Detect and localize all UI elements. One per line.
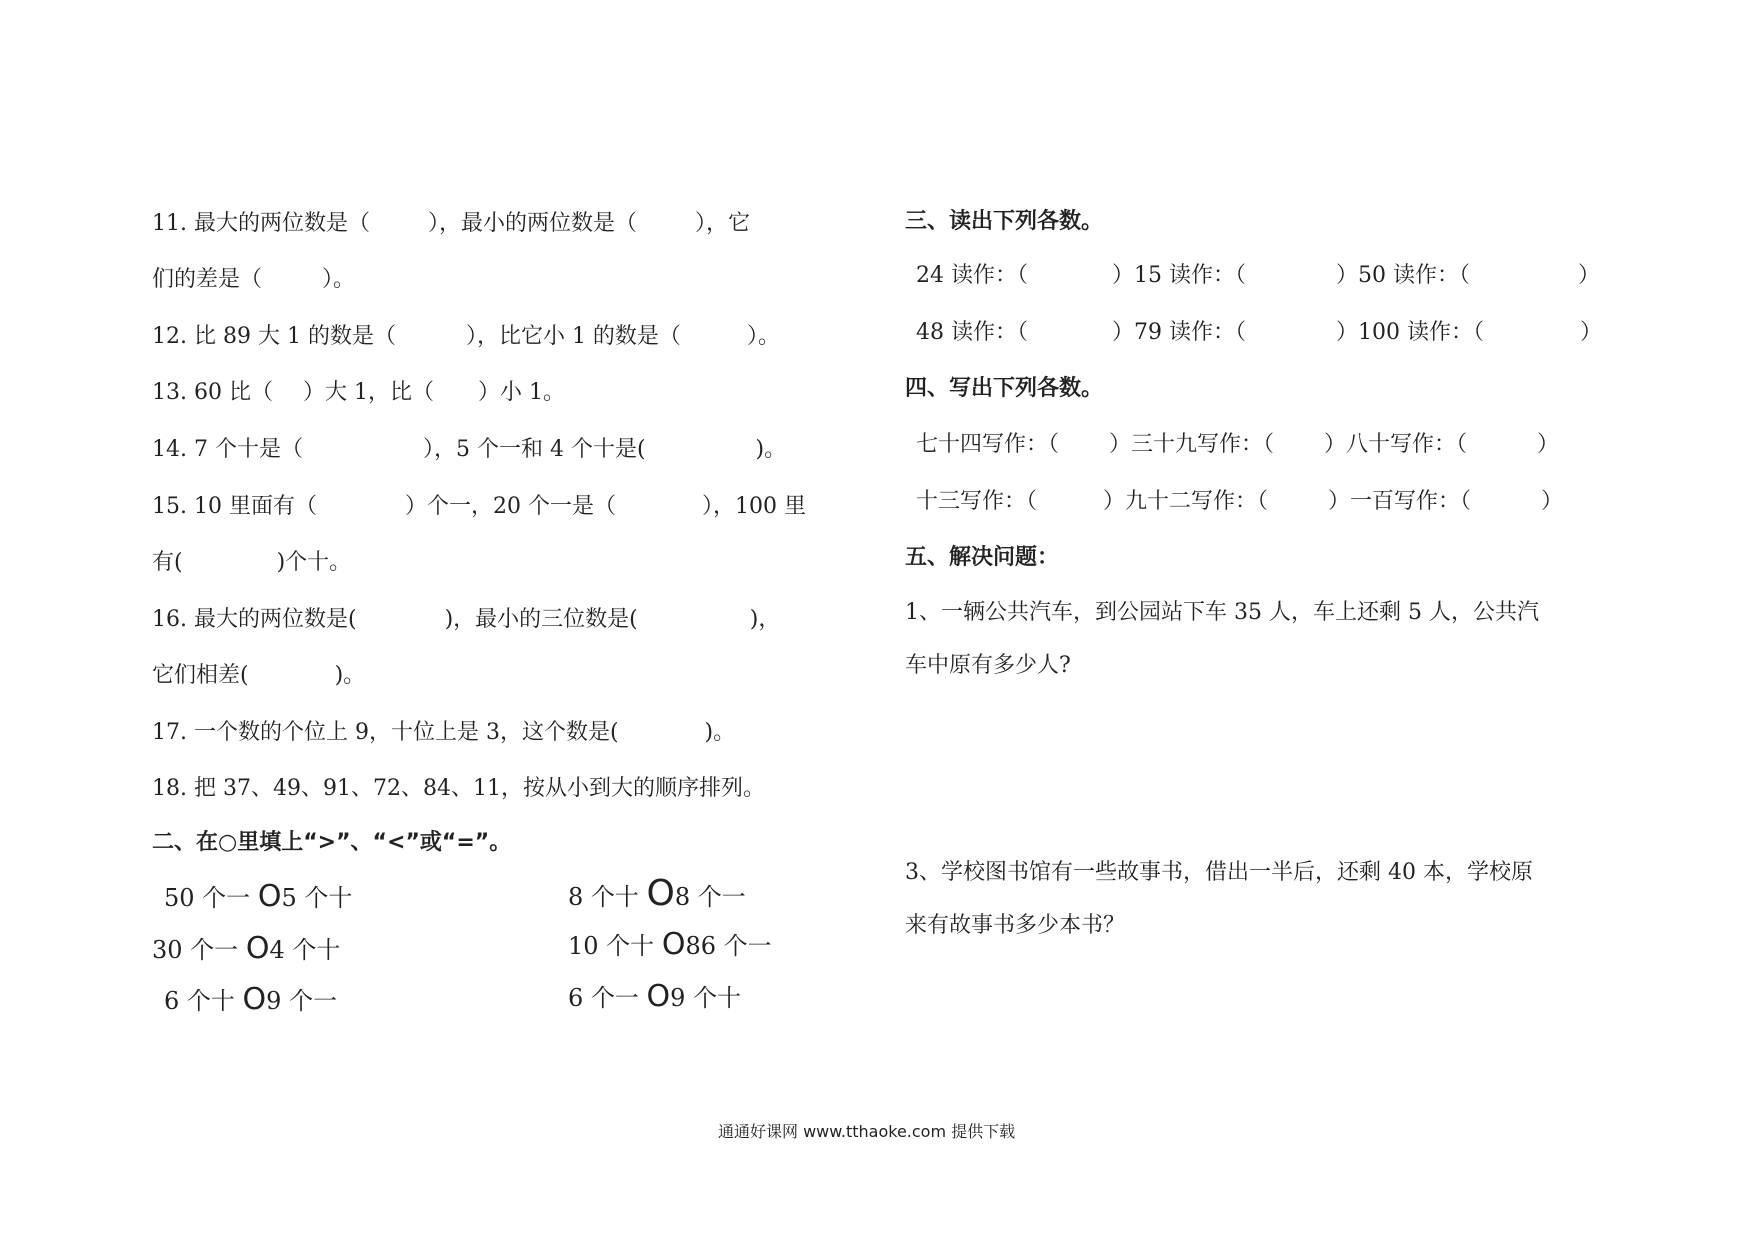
compare-circle[interactable]: O	[242, 982, 267, 1017]
q14: 14. 7 个十是（ ），5 个一和 4 个十是( )。	[152, 437, 787, 462]
section3-row2: 48 读作：（ ）79 读作：（ ）100 读作：（ ）	[916, 320, 1603, 345]
compare-item-6: 6 个一 O9 个十	[568, 979, 742, 1014]
footer-credit: 通通好课网 www.tthaoke.com 提供下载	[718, 1122, 1016, 1141]
section4-title: 四、写出下列各数。	[905, 376, 1104, 401]
problem-3-line2: 来有故事书多少本书？	[905, 913, 1126, 938]
section4-row1: 七十四写作：（ ）三十九写作：（ ）八十写作：（ ）	[916, 432, 1560, 457]
compare-circle[interactable]: O	[245, 931, 270, 966]
section5-title: 五、解决问题：	[905, 545, 1060, 570]
compare-circle[interactable]: O	[257, 879, 282, 914]
q18: 18. 把 37、49、91、72、84、11，按从小到大的顺序排列。	[152, 776, 765, 801]
compare-item-1: 50 个一 O5 个十	[164, 879, 353, 914]
q11-line2: 们的差是（ ）。	[152, 267, 356, 292]
compare-item-4: 8 个十 O8 个一	[568, 873, 746, 914]
compare-circle[interactable]: O	[646, 979, 671, 1014]
problem-1-line1: 1、一辆公共汽车，到公园站下车 35 人，车上还剩 5 人，公共汽	[905, 600, 1539, 625]
problem-1-line2: 车中原有多少人?	[905, 653, 1071, 678]
q12: 12. 比 89 大 1 的数是（ ），比它小 1 的数是（ ）。	[152, 324, 780, 349]
problem-3-line1: 3、学校图书馆有一些故事书，借出一半后，还剩 40 本，学校原	[905, 860, 1533, 885]
compare-item-3: 6 个十 O9 个一	[164, 982, 338, 1017]
q16-line2: 它们相差( )。	[152, 663, 366, 688]
section2-title: 二、在○里填上“>”、“<”或“=”。	[152, 830, 512, 855]
q17: 17. 一个数的个位上 9，十位上是 3，这个数是( )。	[152, 720, 736, 745]
q15-line1: 15. 10 里面有（ ）个一，20 个一是（ ），100 里	[152, 494, 806, 519]
q16-line1: 16. 最大的两位数是( )，最小的三位数是( )，	[152, 607, 781, 632]
compare-circle[interactable]: O	[661, 927, 686, 962]
q13: 13. 60 比（ ）大 1，比（ ）小 1。	[152, 380, 565, 405]
section3-row1: 24 读作：（ ）15 读作：（ ）50 读作：（ ）	[916, 263, 1601, 288]
section4-row2: 十三写作：（ ）九十二写作：（ ）一百写作：（ ）	[916, 489, 1564, 514]
compare-item-5: 10 个十 O86 个一	[568, 927, 772, 962]
compare-circle[interactable]: O	[646, 873, 675, 914]
section3-title: 三、读出下列各数。	[905, 209, 1104, 234]
q15-line2: 有( )个十。	[152, 550, 352, 575]
q11-line1: 11. 最大的两位数是（ ），最小的两位数是（ ），它	[152, 211, 751, 236]
compare-item-2: 30 个一 O4 个十	[152, 931, 341, 966]
